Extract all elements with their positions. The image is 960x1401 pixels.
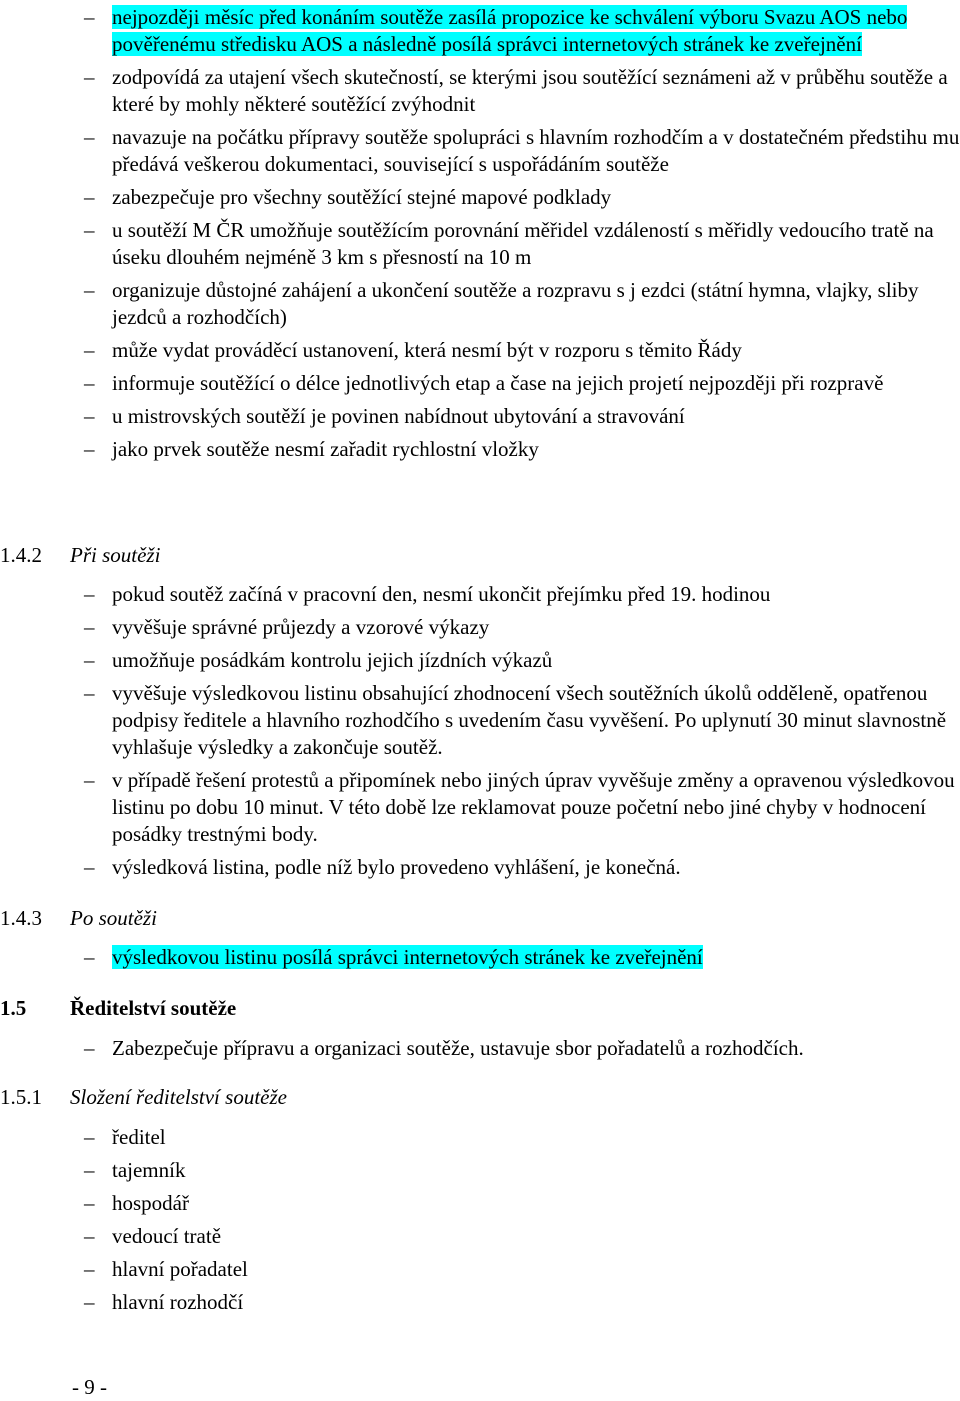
list-item [0, 1289, 960, 1316]
list-item-text: u mistrovských soutěží je povinen nabídnout ubytování a stravování [112, 404, 685, 428]
dash-bullet: – [84, 278, 95, 302]
list-item [0, 64, 960, 118]
dash-bullet: – [84, 1257, 95, 1281]
section-heading-1-5-1 [0, 1084, 287, 1111]
list-item [0, 1035, 960, 1062]
dash-bullet: – [84, 65, 95, 89]
directorate-description-list [0, 1035, 960, 1068]
list-item [0, 370, 960, 397]
duty-list-after [0, 944, 960, 977]
list-item [0, 217, 960, 271]
section-number: 1.4.3 [0, 906, 42, 930]
list-item [0, 1124, 960, 1151]
dash-bullet: – [84, 338, 95, 362]
section-number: 1.5 [0, 996, 27, 1020]
list-item [0, 581, 960, 608]
list-item-text: umožňuje posádkám kontrolu jejich jízdních výkazů [112, 648, 553, 672]
duty-list-during [0, 581, 960, 887]
list-item-text: Zabezpečuje přípravu a organizaci soutěže, ustavuje sbor pořadatelů a rozhodčích. [112, 1036, 804, 1060]
list-item-text: informuje soutěžící o délce jednotlivých etap a čase na jejich projetí nejpozději při rozpravě [112, 371, 884, 395]
dash-bullet: – [84, 125, 95, 149]
section-title: Při soutěži [70, 543, 161, 567]
dash-bullet: – [84, 1125, 95, 1149]
list-item-text: vedoucí tratě [112, 1224, 222, 1248]
dash-bullet: – [84, 185, 95, 209]
list-item-text: hospodář [112, 1191, 189, 1215]
list-item-text: u soutěží M ČR umožňuje soutěžícím porovnání měřidel vzdáleností s měřidly vedoucího tratě na úseku dlouhém nejméně 3 km s přesností na 10 m [112, 218, 934, 269]
section-heading-1-4-2 [0, 542, 160, 569]
dash-bullet: – [84, 1158, 95, 1182]
section-title: Po soutěži [70, 906, 157, 930]
list-item-text: zodpovídá za utajení všech skutečností, se kterými jsou soutěžící seznámeni až v průběhu soutěže a které by mohly některé soutěžící zvýhodnit [112, 65, 948, 116]
section-heading-1-5 [0, 995, 236, 1022]
list-item-text: vyvěšuje výsledkovou listinu obsahující zhodnocení všech soutěžních úkolů odděleně, opatřenou podpisy ředitele a hlavního rozhodčího s uvedením času vyvěšení. Po uplynutí 30 minut slavnostně vyhlašuje výsledky a zakončuje soutěž. [112, 681, 947, 759]
page-number: - 9 - [72, 1375, 107, 1399]
list-item [0, 436, 960, 463]
list-item-text: může vydat prováděcí ustanovení, která nesmí být v rozporu s těmito Řády [112, 338, 742, 362]
list-item-text: organizuje důstojné zahájení a ukončení soutěže a rozpravu s j ezdci (státní hymna, vlajky, sliby jezdců a rozhodčích) [112, 278, 919, 329]
list-item [0, 124, 960, 178]
list-item [0, 854, 960, 881]
dash-bullet: – [84, 648, 95, 672]
list-item-text: výsledková listina, podle níž bylo provedeno vyhlášení, je konečná. [112, 855, 681, 879]
list-item-text: hlavní rozhodčí [112, 1290, 244, 1314]
section-number: 1.5.1 [0, 1085, 42, 1109]
dash-bullet: – [84, 1191, 95, 1215]
list-item [0, 1190, 960, 1217]
dash-bullet: – [84, 681, 95, 705]
dash-bullet: – [84, 5, 95, 29]
dash-bullet: – [84, 218, 95, 242]
directorate-members-list [0, 1124, 960, 1322]
list-item [0, 4, 960, 58]
duty-list-before [0, 4, 960, 469]
section-number: 1.4.2 [0, 543, 42, 567]
list-item-text: v případě řešení protestů a připomínek nebo jiných úprav vyvěšuje změny a opravenou výsledkovou listinu po dobu 10 minut. V této době lze reklamovat pouze početní nebo jiné chyby v hodnocení posádky trestnými body. [112, 768, 955, 846]
list-item-text: vyvěšuje správné průjezdy a vzorové výkazy [112, 615, 490, 639]
section-heading-1-4-3 [0, 905, 157, 932]
section-title: Ředitelství soutěže [70, 996, 237, 1020]
list-item-text: pokud soutěž začíná v pracovní den, nesmí ukončit přejímku před 19. hodinou [112, 582, 771, 606]
list-item-text: ředitel [112, 1125, 166, 1149]
list-item-text: tajemník [112, 1158, 186, 1182]
list-item-text: hlavní pořadatel [112, 1257, 248, 1281]
list-item [0, 647, 960, 674]
section-title: Složení ředitelství soutěže [70, 1085, 287, 1109]
dash-bullet: – [84, 855, 95, 879]
dash-bullet: – [84, 768, 95, 792]
list-item-text: zabezpečuje pro všechny soutěžící stejné mapové podklady [112, 185, 612, 209]
dash-bullet: – [84, 371, 95, 395]
list-item [0, 614, 960, 641]
list-item-text: výsledkovou listinu posílá správci internetových stránek ke zveřejnění [112, 945, 703, 969]
list-item-text: navazuje na počátku přípravy soutěže spolupráci s hlavním rozhodčím a v dostatečném předstihu mu předává veškerou dokumentaci, související s uspořádáním soutěže [112, 125, 960, 176]
list-item [0, 767, 960, 848]
dash-bullet: – [84, 582, 95, 606]
list-item [0, 277, 960, 331]
list-item [0, 184, 960, 211]
dash-bullet: – [84, 945, 95, 969]
list-item-text: nejpozději měsíc před konáním soutěže zasílá propozice ke schválení výboru Svazu AOS nebo pověřenému středisku AOS a následně posílá správci internetových stránek ke zveřejnění [112, 5, 908, 56]
dash-bullet: – [84, 404, 95, 428]
dash-bullet: – [84, 615, 95, 639]
list-item [0, 680, 960, 761]
dash-bullet: – [84, 1036, 95, 1060]
dash-bullet: – [84, 437, 95, 461]
list-item [0, 337, 960, 364]
list-item [0, 1256, 960, 1283]
list-item [0, 403, 960, 430]
list-item-text: jako prvek soutěže nesmí zařadit rychlostní vložky [112, 437, 539, 461]
dash-bullet: – [84, 1224, 95, 1248]
list-item [0, 1223, 960, 1250]
dash-bullet: – [84, 1290, 95, 1314]
list-item [0, 1157, 960, 1184]
list-item [0, 944, 960, 971]
